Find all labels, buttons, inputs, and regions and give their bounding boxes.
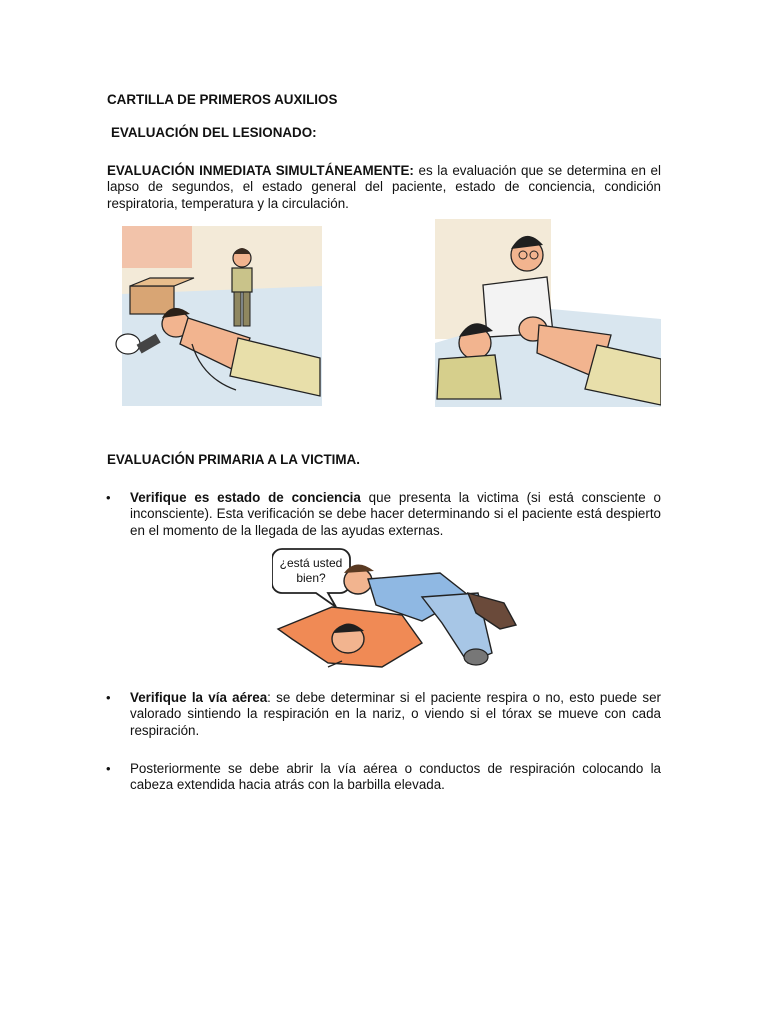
bullet-consciousness-body: que presenta la victima (si está consciente o inconsciente). Esta verificación se debe hacer determinando si el paciente está despierto en el momento de la llegada de las ayudas externas. bbox=[130, 490, 661, 538]
bullet-airway-lead: Verifique la vía aérea bbox=[130, 690, 268, 705]
document-title: CARTILLA DE PRIMEROS AUXILIOS bbox=[107, 92, 338, 107]
immediate-evaluation-lead: EVALUACIÓN INMEDIATA SIMULTÁNEAMENTE: bbox=[107, 163, 414, 178]
bullet-consciousness-lead: Verifique es estado de conciencia bbox=[130, 490, 361, 505]
bullet-marker: • bbox=[106, 490, 111, 505]
section-subtitle: EVALUACIÓN DEL LESIONADO: bbox=[111, 125, 317, 140]
bullet-open-airway-body: Posteriormente se debe abrir la vía aérea o conductos de respiración colocando la cabeza extendida hacia atrás con la barbilla elevada. bbox=[130, 761, 661, 793]
illustration-doctor-evaluation bbox=[435, 219, 661, 407]
immediate-evaluation-body: es la evaluación que se determina en el lapso de segundos, el estado general del paciente, estado de conciencia, condición respiratoria, temperatura y la circulación. bbox=[107, 163, 661, 211]
bullet-open-airway bbox=[130, 761, 661, 794]
immediate-evaluation-paragraph bbox=[107, 163, 661, 212]
bullet-marker: • bbox=[106, 690, 111, 705]
illustration-collapsed-man-child bbox=[110, 226, 322, 406]
speech-bubble-line-1: ¿está usted bbox=[279, 556, 343, 570]
illustration-checking-consciousness bbox=[272, 543, 522, 675]
bullet-marker: • bbox=[106, 761, 111, 776]
speech-bubble-line-2: bien? bbox=[296, 571, 326, 585]
bullet-consciousness bbox=[130, 490, 661, 539]
bullet-airway bbox=[130, 690, 661, 739]
bullet-airway-body: : se debe determinar si el paciente respira o no, esto puede ser valorado sintiendo la respiración en la nariz, o viendo si el tórax se mueve con cada respiración. bbox=[130, 690, 661, 738]
primary-evaluation-heading: EVALUACIÓN PRIMARIA A LA VICTIMA. bbox=[107, 452, 360, 467]
